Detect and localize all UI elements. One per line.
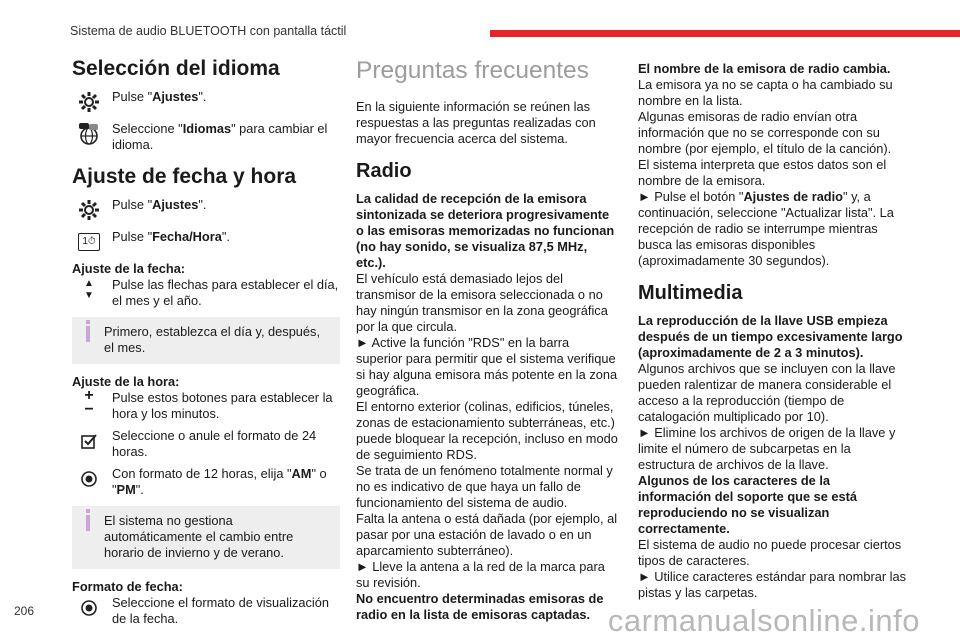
column-1 [72,55,340,633]
step-text: Con formato de 12 horas, elija " [112,466,292,481]
faq-question: La calidad de recepción de la emisora sintonizada se deteriora progresivamente o las emisoras memorizadas no funcionan (no hay sonido, se visualiza 87,5 MHz, etc.). [356,191,615,270]
faq-answer-text: " y, a continuación, seleccione "Actualizar lista". La recepción de radio se interrumpe mientras busca las emisoras disponibles (aproximadamente 30 segundos). [638,189,894,268]
faq-answer: Se trata de un fenómeno totalmente normal y no es indicativo de que haya un fallo de funcionamiento del sistema de audio. [356,463,613,510]
column-3 [638,55,906,601]
faq-answer: El vehículo está demasiado lejos del transmisor de la emisora seleccionada o no hay ningún transmisor en la zona geográfica por la que circula. [356,271,608,334]
checkbox-icon [72,428,106,454]
step-text: Seleccione o anule el formato de 24 horas. [112,428,317,459]
column-2 [356,55,618,623]
faq-question: No encuentro determinadas emisoras de radio en la lista de emisoras captadas. [356,591,604,622]
step-text: Pulse " [112,197,153,212]
info-text: El sistema no gestiona automáticamente el cambio entre horario de invierno y de verano. [104,513,294,560]
step-text: ". [221,229,230,244]
step-text: Seleccione " [112,121,183,136]
step-text: ". [198,197,207,212]
step-settings-2 [72,197,340,223]
faq-intro: En la siguiente información se reúnen las respuestas a las preguntas realizadas con mayor frecuencia acerca del sistema. [356,99,596,146]
faq-answer: ► Elimine los archivos de origen de la llave y limite el número de subcarpetas en la estructura de archivos de la llave. [638,425,896,472]
faq-answer: El entorno exterior (colinas, edificios, túneles, zonas de estacionamiento subterráneas, etc.) puede bloquear la recepción, incluso en modo de seguimiento RDS. [356,399,618,462]
up-down-arrows-icon: ▲ ▼ [84,278,94,301]
faq-answer: Algunas emisoras de radio envían otra información que no se corresponde con su nombre (por ejemplo, el título de la canción). [638,109,892,156]
faq-answer: Algunos archivos que se incluyen con la llave pueden ralentizar de manera considerable el acceso a la reproducción (tiempo de catalogación multiplicado por 10). [638,361,896,424]
language-icon [72,121,106,147]
step-bold: Idiomas [182,121,232,136]
section-title-faq: Preguntas frecuentes [356,57,589,84]
step-time-buttons [72,387,340,422]
step-languages [72,121,340,153]
date-time-icon: 1⏱ [72,229,106,255]
faq-answer: ► Utilice caracteres estándar para nombrar las pistas y las carpetas. [638,569,907,600]
faq-answer: ► Lleve la antena a la red de la marca para su revisión. [356,559,605,590]
info-box-date [72,317,340,364]
step-text: ". [135,482,144,497]
subheading-date: Ajuste de la fecha: [72,261,186,276]
radio-button-icon [72,466,106,492]
info-text: Primero, establezca el día y, después, el mes. [104,324,320,355]
running-header: Sistema de audio BLUETOOTH con pantalla táctil [70,24,347,38]
info-icon-bar [86,326,90,342]
faq-answer-bold: Ajustes de radio [743,189,843,204]
step-text: " para cambiar el idioma. [112,121,328,152]
faq-answer: La emisora ya no se capta o ha cambiado su nombre en la lista. [638,77,893,108]
faq-answer: El sistema interpreta que estos datos son el nombre de la emisora. [638,157,887,188]
faq-question: El nombre de la emisora de radio cambia. [638,61,891,76]
faq-answer: El sistema de audio no puede procesar ciertos tipos de caracteres. [638,537,902,568]
step-bold: AM [291,466,312,481]
faq-answer [638,189,906,269]
plus-minus-icon: + − [84,387,94,418]
step-settings [72,89,340,115]
faq-answer: ► Active la función "RDS" en la barra superior para permitir que el sistema verifique si hay alguna emisora más potente en la zona geográfica. [356,335,618,398]
step-text: Pulse las flechas para establecer el día, el mes y el año. [112,277,339,308]
step-text: Seleccione el formato de visualización de la fecha. [112,595,329,626]
section-title-date-time: Ajuste de fecha y hora [72,165,297,188]
header-accent-bar [490,30,960,37]
step-text: Pulse estos botones para establecer la hora y los minutos. [112,390,333,421]
step-bold: Ajustes [152,89,199,104]
watermark: carmanualsonline.info [607,603,920,638]
step-time-24h [72,428,340,460]
step-text: ". [198,89,207,104]
step-time-12h [72,466,340,498]
info-box-dst [72,506,340,569]
step-text: Pulse " [112,89,153,104]
subheading-date-format: Formato de fecha: [72,579,183,594]
faq-answer-text: ► Pulse el botón " [638,189,744,204]
info-icon [86,320,90,324]
step-bold: Ajustes [152,197,199,212]
faq-question: Algunos de los caracteres de la información del soporte que se está reproduciendo no se visualizan correctamente. [638,473,858,536]
section-title-radio: Radio [356,160,412,182]
step-text: Pulse " [112,229,153,244]
section-title-language: Selección del idioma [72,57,280,80]
faq-question: La reproducción de la llave USB empieza después de un tiempo excesivamente largo (aproximadamente de 2 a 3 minutos). [638,313,903,360]
info-icon-bar [86,515,90,531]
step-date-time [72,229,340,255]
gear-icon [72,89,106,115]
step-bold: PM [116,482,136,497]
gear-icon [72,197,106,223]
info-icon [86,509,90,513]
section-title-multimedia: Multimedia [638,282,743,304]
step-date-format [72,595,340,627]
subheading-time: Ajuste de la hora: [72,374,180,389]
radio-button-icon [72,595,106,621]
step-text: " o " [112,466,327,497]
step-date-arrows [72,277,340,309]
page-number: 206 [14,604,35,618]
faq-answer: Falta la antena o está dañada (por ejemplo, al pasar por una estación de lavado o en un aparcamiento subterráneo). [356,511,618,558]
step-bold: Fecha/Hora [152,229,222,244]
